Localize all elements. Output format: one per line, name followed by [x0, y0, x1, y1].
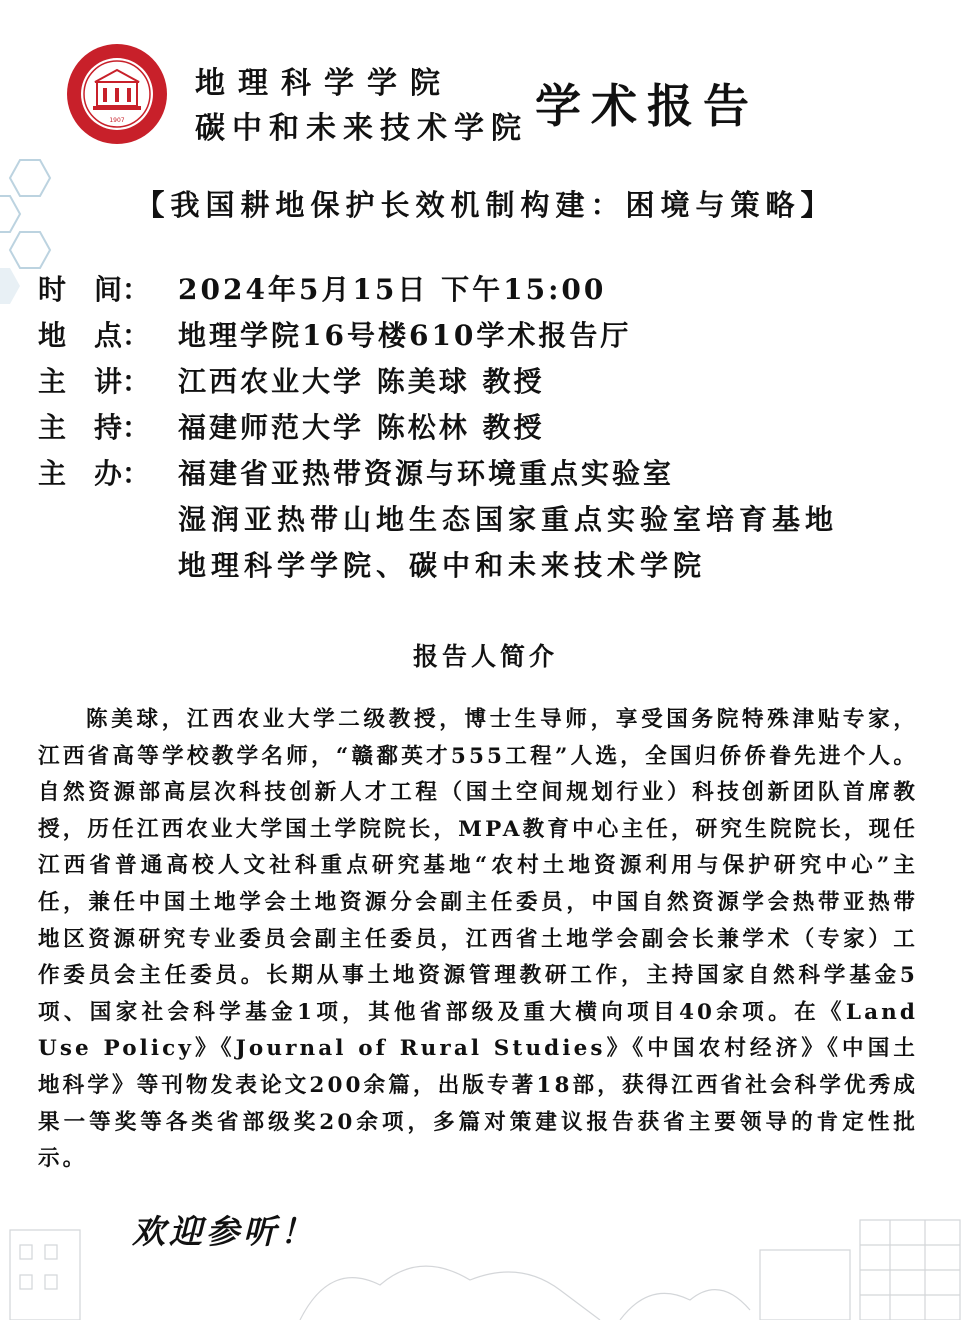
university-logo [65, 42, 169, 146]
institution-line-1: 地理科学学院 [195, 66, 453, 101]
place-label: 地 点： [38, 319, 151, 352]
speaker-row [38, 360, 545, 400]
speaker-value: 江西农业大学 陈美球 教授 [178, 365, 545, 398]
time-row [38, 268, 606, 308]
place-value: 地理学院16号楼610学术报告厅 [178, 319, 632, 352]
time-label: 时 间： [38, 273, 151, 306]
organizer-label: 主 办： [38, 457, 151, 490]
bio-heading: 报告人简介 [412, 642, 558, 671]
host-row [38, 406, 545, 446]
bio-paragraph: 陈美球，江西农业大学二级教授，博士生导师，享受国务院特殊津贴专家，江西省高等学校教学名师，“赣鄱英才555工程”人选，全国归侨侨眷先进个人。自然资源部高层次科技创新人才工程（国土空间规划行业）科技创新团队首席教授，历任江西农业大学国土学院院长，MPA教育中心主任，研究生院院长，现任江西省普通高校人文社科重点研究基地“农村土地资源利用与保护研究中心”主任，兼任中国土地学会土地资源分会副主任委员，中国自然资源学会热带亚热带地区资源研究专业委员会副主任委员，江西省土地学会副会长兼学术（专家）工作委员会主任委员。长期从事土地资源管理教研工作，主持国家自然科学基金5项、国家社会科学基金1项，其他省部级及重大横向项目40余项。在《Land Use Policy》《Journal of Rural Studies》《中国农村经济》《中国土地科学》等刊物发表论文200余篇，出版专著18部，获得江西省社会科学优秀成果一等奖等各类省部级奖20余项，多篇对策建议报告获省主要领导的肯定性批示。 [38, 707, 918, 1172]
lecture-title: 【我国耕地保护长效机制构建：困境与策略】 [135, 188, 836, 222]
host-label: 主 持： [38, 411, 151, 444]
place-row [38, 314, 631, 354]
organizer-row [38, 452, 674, 492]
organizer-value-2: 湿润亚热带山地生态国家重点实验室培育基地 [178, 503, 839, 536]
welcome-text: 欢迎参听！ [132, 1212, 317, 1251]
institution-line-2: 碳中和未来技术学院 [195, 111, 528, 146]
organizer-value-3: 地理科学学院、碳中和未来技术学院 [178, 549, 707, 582]
svg-text:1907: 1907 [109, 117, 125, 124]
report-heading: 学术报告 [535, 79, 759, 133]
time-value: 2024年5月15日 下午15:00 [178, 273, 607, 306]
campus-illustration [0, 1190, 971, 1320]
host-value: 福建师范大学 陈松林 教授 [178, 411, 545, 444]
speaker-label: 主 讲： [38, 365, 151, 398]
organizer-value-1: 福建省亚热带资源与环境重点实验室 [178, 457, 675, 490]
